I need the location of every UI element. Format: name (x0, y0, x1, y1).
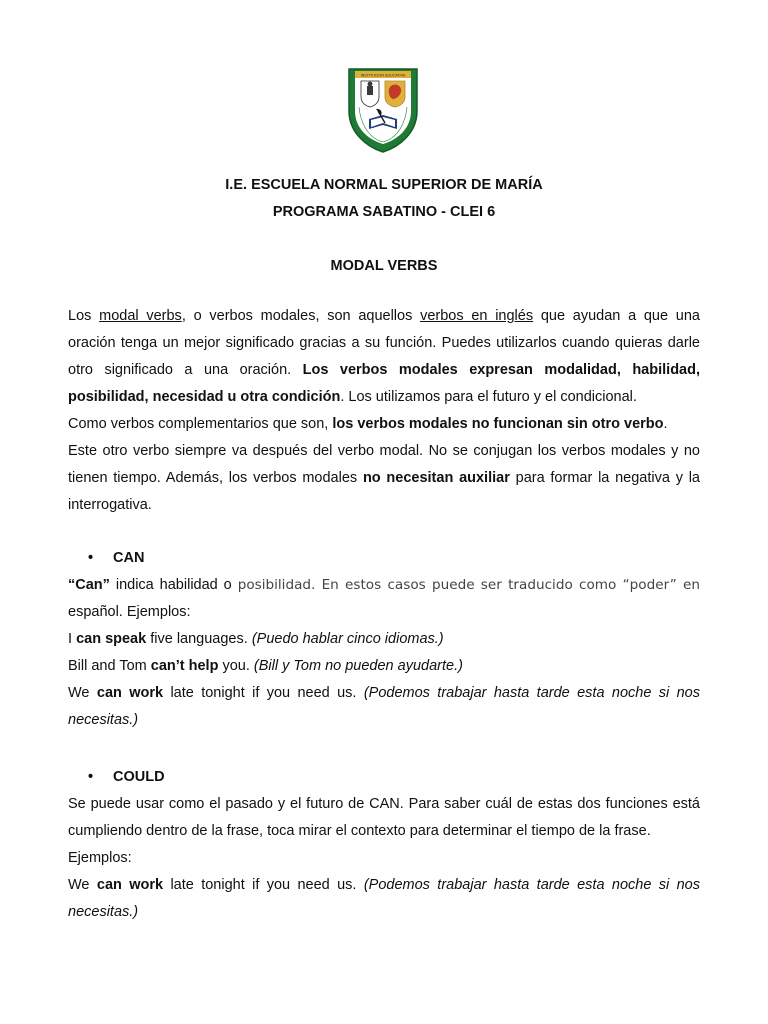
intro-paragraph (68, 303, 700, 519)
intro-line-3: otro significado a una oración. Los verbos modales expresan modalidad, habilidad, (68, 362, 700, 378)
could-line-1: Se puede usar como el pasado y el futuro de CAN. Para saber cuál de estas dos funciones está (68, 796, 700, 812)
intro-line-4: posibilidad, necesidad u otra condición. Los utilizamos para el futuro y el condicional. (68, 389, 637, 405)
can-example-2: Bill and Tom can’t help you. (Bill y Tom no pueden ayudarte.) (68, 658, 463, 674)
intro-line-8: interrogativa. (68, 497, 152, 513)
can-heading: CAN (113, 550, 145, 566)
link-modal-verbs[interactable]: modal verbs (99, 308, 182, 324)
program-heading: PROGRAMA SABATINO - CLEI 6 (272, 204, 496, 220)
intro-line-5: Como verbos complementarios que son, los verbos modales no funcionan sin otro verbo. (68, 416, 668, 432)
could-example-1-cont: necesitas.) (68, 904, 139, 920)
intro-line-2: oración tenga un mejor significado gracias a su función. Puedes utilizarlos cuando quieras darle (68, 335, 700, 351)
can-line-1: “Can” indica habilidad o posibilidad. En estos casos puede ser traducido como “poder” en (68, 577, 700, 593)
can-bullet-heading (88, 549, 144, 567)
bullet-icon: • (88, 550, 94, 566)
can-line-2: español. Ejemplos: (68, 604, 191, 620)
could-section (68, 791, 700, 926)
document-title: MODAL VERBS (330, 258, 438, 274)
link-verbos-en-ingles[interactable]: verbos en inglés (420, 308, 534, 324)
could-example-1: We can work late tonight if you need us. (Podemos trabajar hasta tarde esta noche si nos (68, 877, 700, 893)
intro-line-6: Este otro verbo siempre va después del verbo modal. No se conjugan los verbos modales y no (68, 443, 700, 459)
can-example-1: I can speak five languages. (Puedo hablar cinco idiomas.) (68, 631, 444, 647)
could-line-2: cumpliendo dentro de la frase, toca mirar el contexto para determinar el tiempo de la frase. (68, 823, 651, 839)
school-crest-logo (347, 67, 419, 153)
can-example-3-cont: necesitas.) (68, 712, 139, 728)
intro-line-7: tienen tiempo. Además, los verbos modales no necesitan auxiliar para formar la negativa y la (68, 470, 701, 486)
school-name-heading: I.E. ESCUELA NORMAL SUPERIOR DE MARÍA (225, 177, 543, 193)
could-bullet-heading (88, 768, 165, 786)
crest-banner-text: INSTITUCIÓN EDUCATIVA (360, 73, 406, 78)
bullet-icon: • (88, 769, 94, 785)
could-line-3: Ejemplos: (68, 850, 132, 866)
can-example-3: We can work late tonight if you need us. (Podemos trabajar hasta tarde esta noche si nos (68, 685, 700, 701)
can-section (68, 572, 700, 734)
could-heading: COULD (113, 769, 165, 785)
intro-line-1: Los modal verbs, o verbos modales, son aquellos verbos en inglés que ayudan a que una (68, 308, 700, 324)
